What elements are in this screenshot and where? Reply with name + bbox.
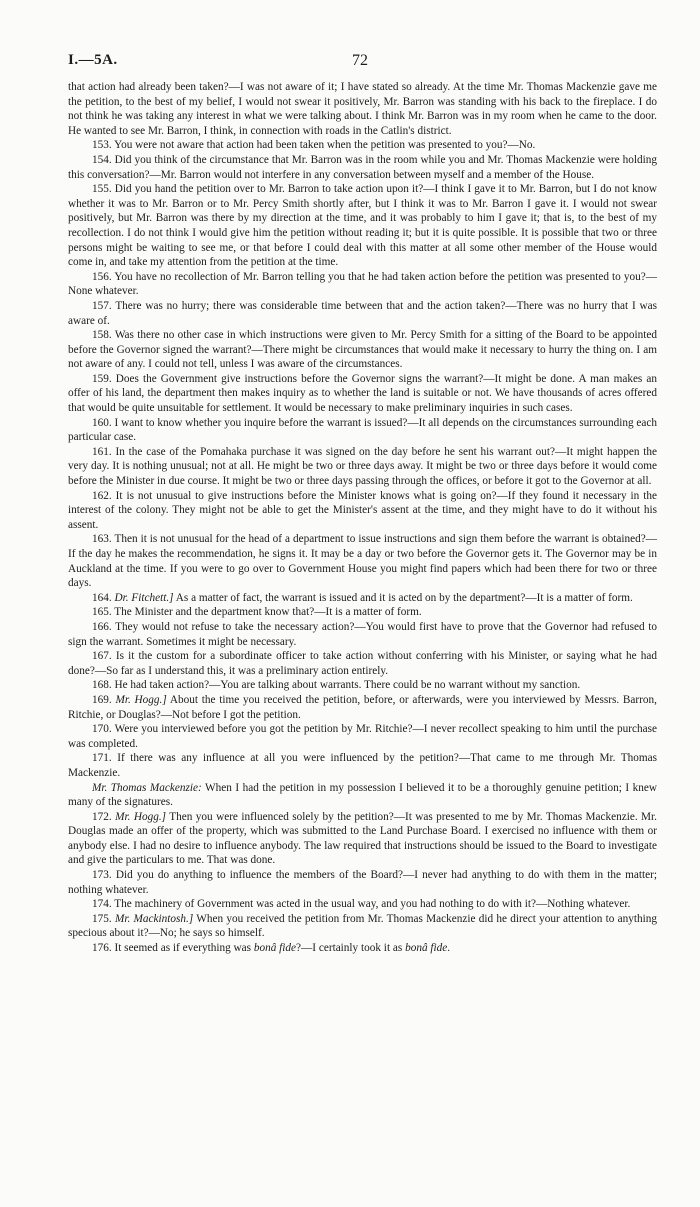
speaker-label: Mr. Hogg.]	[115, 810, 167, 823]
question-176: 176. It seemed as if everything was bonâ fide?—I certainly took it as bonâ fide.	[92, 942, 451, 955]
question-159: 159. Does the Government give instructions before the Governor signs the warrant?—It might be done. A man makes an offer of his land, the department then makes inquiry as to whether the land is suitable or not. We have thousands of acres offered that would be quite unsuitable for settlement. It would be necessary to make preliminary inquiries in such cases.	[68, 372, 658, 415]
question-157: 157. There was no hurry; there was considerable time between that and the action taken?—There was no hurry that I was aware of.	[68, 299, 658, 327]
page-header	[68, 52, 652, 72]
question-154: 154. Did you think of the circumstance that Mr. Barron was in the room while you and Mr. Thomas Mackenzie were holding this conversation?—Mr. Barron would not interfere in any conversation between myself and a member of the House.	[68, 153, 658, 181]
report-reference: I.—5A.	[68, 52, 118, 68]
question-160: 160. I want to know whether you inquire before the warrant is issued?—It all depends on the circumstances surrounding each particular case.	[68, 416, 657, 444]
question-165: 165. The Minister and the department know that?—It is a matter of form.	[92, 606, 422, 619]
speaker-label: Mr. Hogg.]	[115, 693, 167, 706]
question-163: 163. Then it is not unusual for the head of a department to issue instructions and sign them before the warrant is obtained?—If the day he makes the recommendation, he signs it. It may be a day or two before the Governor gets it. The Governor may be in Auckland at the time. If you were to go over to Government House you might find papers which had been there for two or three days.	[68, 533, 657, 590]
question-171: 171. If there was any influence at all you were influenced by the petition?—That came to me through Mr. Thomas Mackenzie.	[68, 752, 657, 779]
question-161: 161. In the case of the Pomahaka purchase it was signed on the day before he sent his warrant out?—It might happen the very day. It is nothing unusual; not at all. He might be two or three days away. It might be two or three days before it would come before the Minister in due course. It might be two or three days passing through the offices, or before it got to the Governor at all.	[68, 445, 658, 488]
question-172: 172. Mr. Hogg.] Then you were influenced solely by the petition?—It was presented to me by Mr. Thomas Mackenzie. Mr. Douglas made an offer of the property, which was submitted to the Land Purchase Board. I exercised no influence with them or anybody else. I had no desire to influence anybody. The law required that instructions should be issued to the Board to investigate and give the particulars to me. That was done.	[68, 810, 657, 867]
question-169: 169. Mr. Hogg.] About the time you received the petition, before, or afterwards, were you interviewed by Messrs. Barron, Ritchie, or Douglas?—Not before I got the petition.	[68, 693, 657, 721]
question-175: 175. Mr. Mackintosh.] When you received the petition from Mr. Thomas Mackenzie did he direct your attention to anything specious about it?—No; he says so himself.	[68, 912, 658, 940]
question-155: 155. Did you hand the petition over to Mr. Barron to take action upon it?—I think I gave it to Mr. Barron, but I do not know whether it was to Mr. Barron or to Mr. Percy Smith shortly after, but I think it was to Mr. Barron I gave it. I would not swear positively, but Mr. Barron was there by my direction at the time, and it was probably to him I gave it; that is, to the best of my recollection. I do not think I would give him the petition without reading it; but it is quite possible. It is possible that two or three persons might be waiting to see me, or that before I could deal with this matter at all some other member of the House would come in, and take my attention from the petition at the time.	[68, 183, 658, 269]
page-body	[68, 80, 657, 956]
page-number: 72	[352, 52, 368, 69]
question-162: 162. It is not unusual to give instructions before the Minister knows what is going on?—If they found it necessary in the interest of the colony. They might not be able to get the Minister's assent at the time, and they might have to do it without his assent.	[68, 489, 657, 531]
question-158: 158. Was there no other case in which instructions were given to Mr. Percy Smith for a sitting of the Board to be appointed before the Governor signed the warrant?—There might be circumstances that would make it necessary to hurry the thing on. I am not aware of any. I could not tell, unless I was aware of the circumstances.	[68, 329, 657, 371]
continued-paragraph: that action had already been taken?—I was not aware of it; I have stated so already. At the time Mr. Thomas Mackenzie gave me the petition, to the best of my belief, I would not swear it positively, Mr. Barron was standing with his back to the fireplace. I do not think he was taking any interest in what we were talking about. I think Mr. Barron was in my room when he came to the door. He wanted to see Mr. Barron, I think, in connection with roads in the Catlin's district.	[68, 81, 657, 137]
question-173: 173. Did you do anything to influence the members of the Board?—I never had anything to do with them in the matter; nothing whatever.	[68, 869, 658, 896]
question-167: 167. Is it the custom for a subordinate officer to take action without conferring with his Minister, or saying what he had done?—So far as I understand this, it was a preliminary action entirely.	[68, 650, 658, 677]
question-156: 156. You have no recollection of Mr. Barron telling you that he had taken action before the petition was presented to you?—None whatever.	[68, 270, 657, 298]
speaker-label: Dr. Fitchett.]	[114, 591, 174, 604]
question-174: 174. The machinery of Government was acted in the usual way, and you had nothing to do with it?—Nothing whatever.	[92, 898, 631, 911]
speaker-label: Mr. Mackintosh.]	[114, 912, 194, 925]
question-164: 164. Dr. Fitchett.] As a matter of fact, the warrant is issued and it is acted on by the department?—It is a matter of form.	[92, 591, 633, 604]
question-166: 166. They would not refuse to take the necessary action?—You would first have to prove that the Governor had refused to sign the warrant. Sometimes it might be necessary.	[68, 620, 657, 648]
question-153: 153. You were not aware that action had been taken when the petition was presented to you?—No.	[92, 139, 536, 152]
question-168: 168. He had taken action?—You are talking about warrants. There could be no warrant without my sanction.	[92, 679, 581, 692]
statement-thomas-mackenzie: Mr. Thomas Mackenzie: When I had the petition in my possession I believed it to be a thoroughly genuine petition; I knew many of the signatures.	[68, 781, 657, 809]
question-170: 170. Were you interviewed before you got the petition by Mr. Ritchie?—I never recollect speaking to him until the purchase was completed.	[68, 723, 658, 750]
speaker-label: Mr. Thomas Mackenzie:	[92, 781, 202, 794]
